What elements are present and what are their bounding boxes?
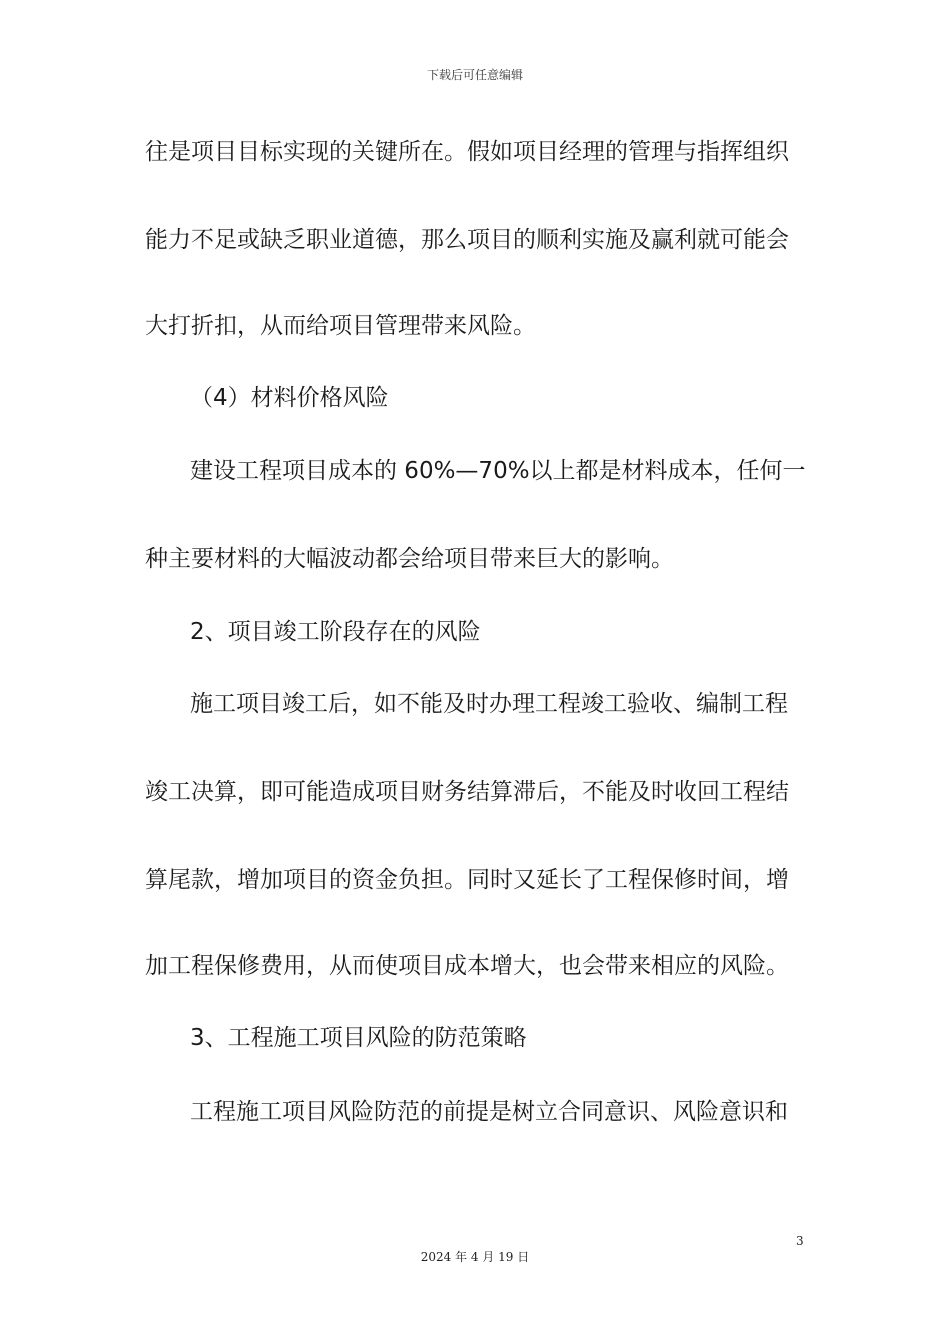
text-line-3: 大打折扣，从而给项目管理带来风险。 xyxy=(145,313,536,339)
text-line-1: 往是项目目标实现的关键所在。假如项目经理的管理与指挥组织 xyxy=(145,139,789,165)
section-heading-completion-risk: 2、项目竣工阶段存在的风险 xyxy=(190,619,481,645)
footer-date: 2024 年 4 月 19 日 xyxy=(420,1250,530,1264)
text-line-10: 算尾款，增加项目的资金负担。同时又延长了工程保修时间，增 xyxy=(145,867,789,893)
text-line-13: 工程施工项目风险防范的前提是树立合同意识、风险意识和 xyxy=(190,1099,788,1125)
page-number: 3 xyxy=(796,1234,804,1248)
text-line-9: 竣工决算，即可能造成项目财务结算滞后，不能及时收回工程结 xyxy=(145,779,789,805)
text-line-2: 能力不足或缺乏职业道德，那么项目的顺利实施及赢利就可能会 xyxy=(145,227,789,253)
text-line-5: 建设工程项目成本的 60%—70%以上都是材料成本，任何一 xyxy=(190,458,806,484)
section-heading-material-price-risk: （4）材料价格风险 xyxy=(190,385,389,411)
text-line-6: 种主要材料的大幅波动都会给项目带来巨大的影响。 xyxy=(145,546,674,572)
section-heading-prevention-strategy: 3、工程施工项目风险的防范策略 xyxy=(190,1025,527,1051)
text-line-11: 加工程保修费用，从而使项目成本增大，也会带来相应的风险。 xyxy=(145,953,789,979)
text-line-8: 施工项目竣工后，如不能及时办理工程竣工验收、编制工程 xyxy=(190,691,788,717)
page-header: 下载后可任意编辑 xyxy=(426,68,523,82)
